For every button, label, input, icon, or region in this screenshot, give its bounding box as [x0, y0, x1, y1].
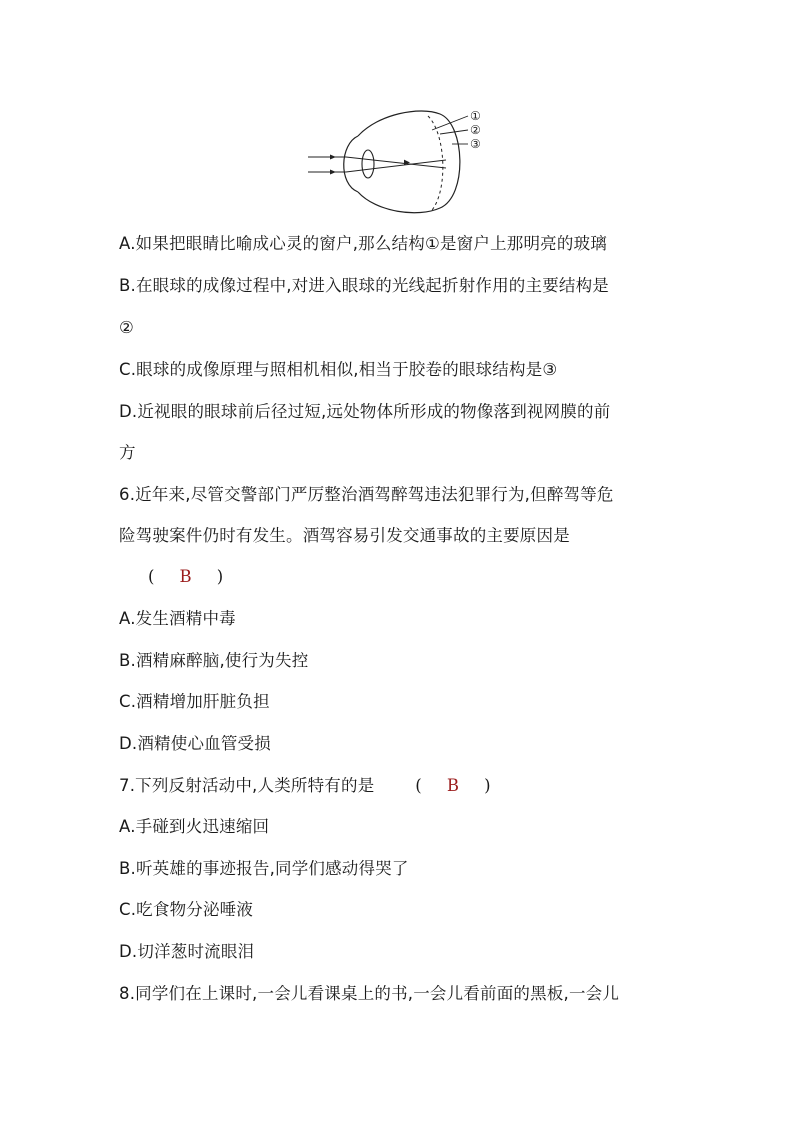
label-2: ②: [470, 123, 481, 137]
q6-option-c: C.酒精增加肝脏负担: [119, 692, 270, 711]
label-1: ①: [470, 109, 481, 123]
q7-stem: 7.下列反射活动中,人类所特有的是: [119, 776, 375, 795]
q7-option-d: D.切洋葱时流眼泪: [119, 942, 255, 961]
q7-option-b: B.听英雄的事迹报告,同学们感动得哭了: [119, 859, 409, 878]
q5-option-d-line2: 方: [119, 443, 136, 462]
q6-option-a: A.发生酒精中毒: [119, 609, 236, 628]
q6-stem-line2: 险驾驶案件仍时有发生。酒驾容易引发交通事故的主要原因是: [119, 526, 570, 545]
q7-paren-open: (: [415, 776, 422, 795]
q7-stem-row: [119, 776, 491, 796]
q6-paren-close: ): [216, 567, 224, 586]
q6-answer-bracket: [148, 567, 223, 587]
q7-option-c: C.吃食物分泌唾液: [119, 900, 254, 919]
q7-answer: B: [446, 776, 460, 795]
q5-option-d-line1: D.近视眼的眼球前后径过短,远处物体所形成的物像落到视网膜的前: [119, 402, 611, 421]
q6-option-d: D.酒精使心血管受损: [119, 734, 271, 753]
q5-option-a: A.如果把眼睛比喻成心灵的窗户,那么结构①是窗户上那明亮的玻璃: [119, 234, 607, 253]
q6-paren-open: (: [148, 567, 155, 586]
q5-option-c: C.眼球的成像原理与照相机相似,相当于胶卷的眼球结构是③: [119, 360, 558, 379]
q8-stem-line1: 8.同学们在上课时,一会儿看课桌上的书,一会儿看前面的黑板,一会儿: [119, 984, 620, 1003]
q7-paren-close: ): [484, 776, 491, 795]
q5-option-b-line2: ②: [119, 318, 134, 337]
q5-option-b-line1: B.在眼球的成像过程中,对进入眼球的光线起折射作用的主要结构是: [119, 276, 610, 295]
q6-stem-line1: 6.近年来,尽管交警部门严厉整治酒驾醉驾违法犯罪行为,但醉驾等危: [119, 485, 614, 504]
q6-answer: B: [179, 567, 192, 586]
q7-option-a: A.手碰到火迅速缩回: [119, 817, 270, 836]
eyeball-diagram: [300, 104, 500, 220]
q6-option-b: B.酒精麻醉脑,使行为失控: [119, 651, 309, 670]
label-3: ③: [470, 137, 481, 151]
